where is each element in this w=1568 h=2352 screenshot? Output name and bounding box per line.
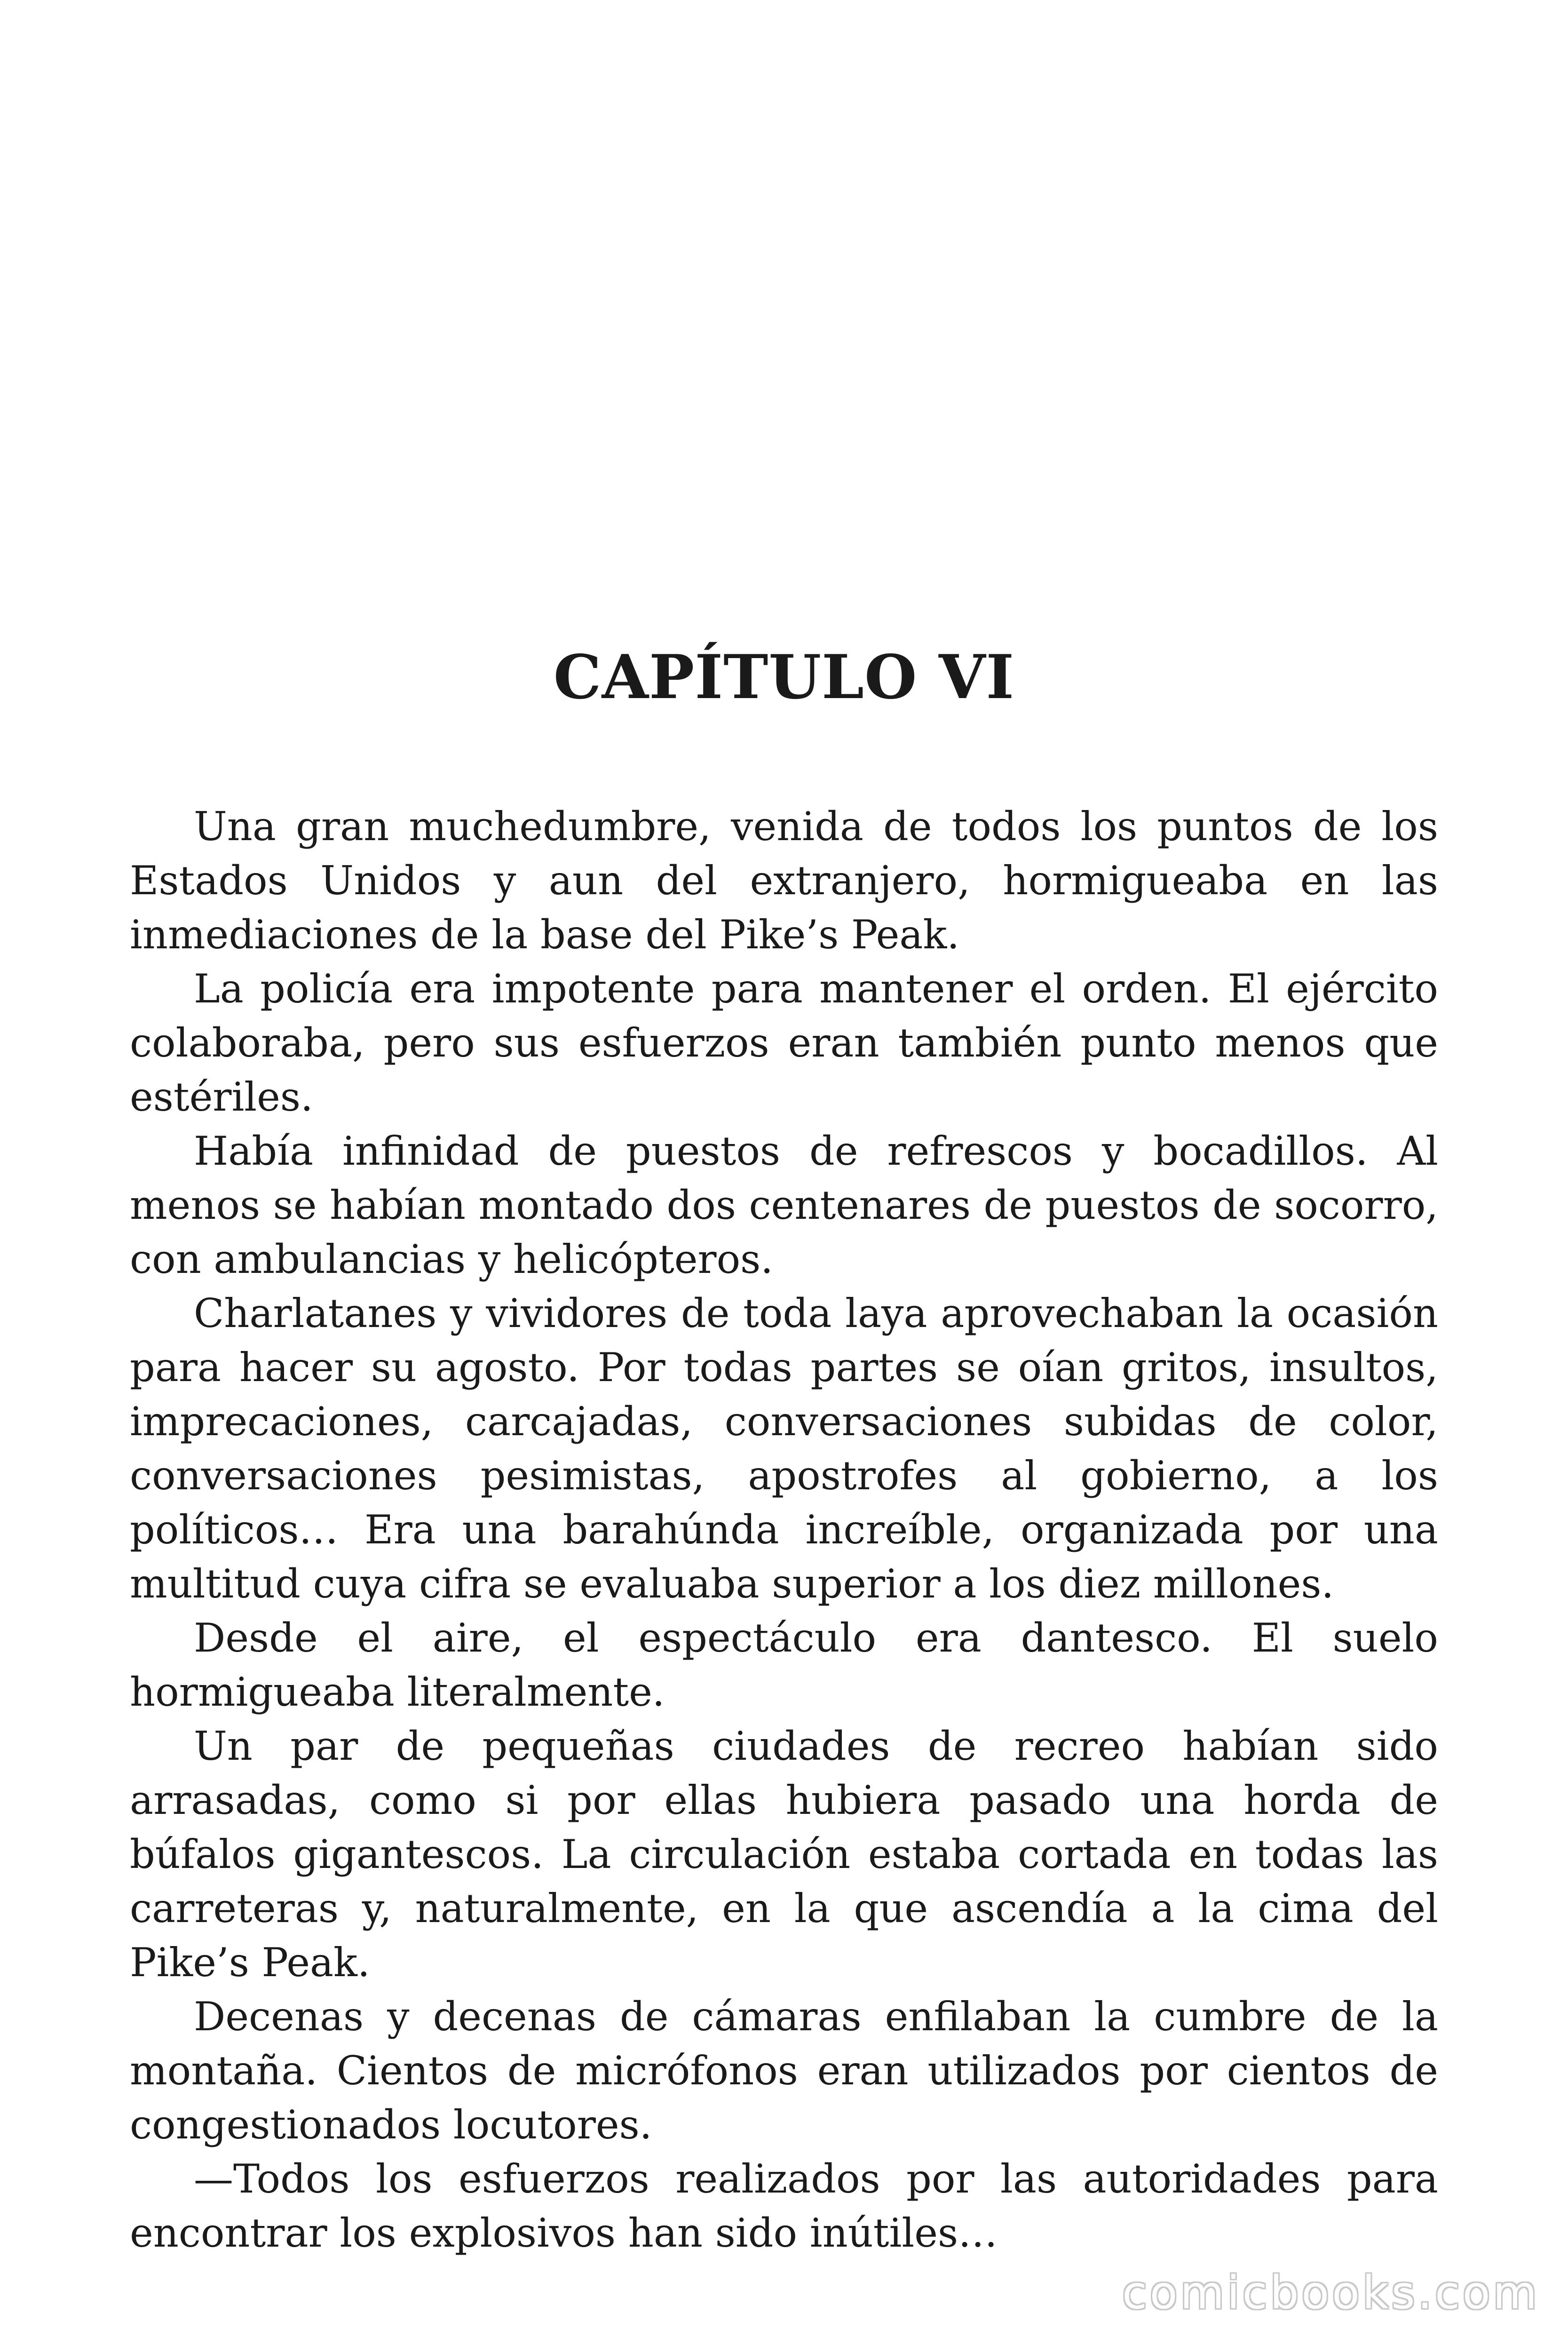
paragraph: —Todos los esfuerzos realizados por las autoridades para encontrar los explosivos han sido inútiles… — [130, 2156, 1438, 2256]
paragraph: La policía era impotente para mantener el orden. El ejército colaboraba, pero sus esfuerzos eran también punto menos que estériles. — [130, 966, 1438, 1120]
chapter-body — [130, 800, 1438, 2260]
paragraph: Una gran muchedumbre, venida de todos los puntos de los Estados Unidos y aun del extranjero, hormigueaba en las inmediaciones de la base del Pike’s Peak. — [130, 803, 1438, 958]
paragraph: Desde el aire, el espectáculo era dantesco. El suelo hormigueaba literalmente. — [130, 1615, 1438, 1715]
watermark: comicbooks.com — [1122, 2266, 1540, 2319]
paragraph: Un par de pequeñas ciudades de recreo habían sido arrasadas, como si por ellas hubiera pasado una horda de búfalos gigantescos. La circulación estaba cortada en todas las carreteras y, naturalmente, en la que ascendía a la cima del Pike’s Peak. — [130, 1723, 1438, 1986]
paragraph: Había infinidad de puestos de refrescos y bocadillos. Al menos se habían montado dos centenares de puestos de socorro, con ambulancias y helicópteros. — [130, 1128, 1438, 1282]
paragraph: Decenas y decenas de cámaras enfilaban la cumbre de la montaña. Cientos de micrófonos eran utilizados por cientos de congestionados locutores. — [130, 1994, 1438, 2148]
chapter-title: CAPÍTULO VI — [553, 642, 1015, 713]
paragraph: Charlatanes y vividores de toda laya aprovechaban la ocasión para hacer su agosto. Por todas partes se oían gritos, insultos, imprecaciones, carcajadas, conversaciones subidas de color, conversaciones pesimistas, apostrofes al gobierno, a los políticos… Era una barahúnda increíble, organizada por una multitud cuya cifra se evaluaba superior a los diez millones. — [130, 1290, 1438, 1607]
